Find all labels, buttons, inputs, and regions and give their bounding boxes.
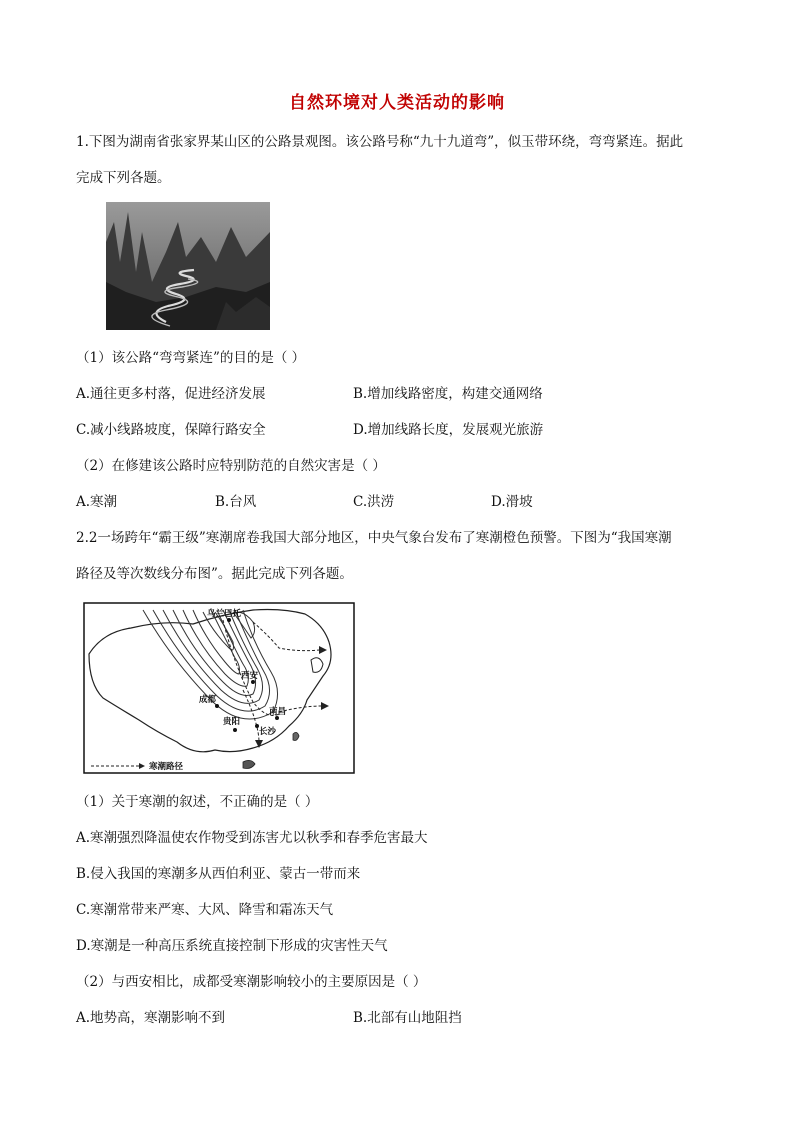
q2-sub2-option-b: B.北部有山地阻挡	[353, 1010, 462, 1026]
map-label-ulaanbaatar: 乌兰巴托	[207, 609, 242, 619]
map-label-chengdu: 成都	[199, 695, 217, 705]
q2-sub2-option-a: A.地势高，寒潮影响不到	[76, 1010, 226, 1026]
q2-stem-line1: 2.2一场跨年“霸王级”寒潮席卷我国大部分地区，中央气象台发布了寒潮橙色预警。下图为“我国寒潮	[76, 530, 672, 546]
q2-sub1-question: （1）关于寒潮的叙述，不正确的是（ ）	[76, 794, 319, 810]
page-title: 自然环境对人类活动的影响	[289, 93, 505, 113]
map-label-xian: 西安	[241, 671, 259, 681]
q1-sub2-option-d: D.滑坡	[491, 494, 533, 510]
cold-wave-map	[83, 602, 355, 774]
q1-stem-line1: 1.下图为湖南省张家界某山区的公路景观图。该公路号称“九十九道弯”，似玉带环绕，弯弯紧连。据此	[76, 134, 684, 150]
q1-sub2-question: （2）在修建该公路时应特别防范的自然灾害是（ ）	[76, 458, 386, 474]
q1-sub2-option-b: B.台风	[215, 494, 257, 510]
q2-sub1-option-d: D.寒潮是一种高压系统直接控制下形成的灾害性天气	[76, 938, 388, 954]
map-legend-label: 寒潮路径	[149, 762, 184, 772]
q2-stem-line2: 路径及等次数线分布图”。据此完成下列各题。	[76, 566, 353, 582]
map-label-nanchang: 南昌	[269, 707, 287, 717]
q1-sub1-option-a: A.通往更多村落，促进经济发展	[76, 386, 266, 402]
q2-sub1-option-c: C.寒潮常带来严寒、大风、降雪和霜冻天气	[76, 902, 334, 918]
q2-sub1-option-a: A.寒潮强烈降温使农作物受到冻害尤以秋季和春季危害最大	[76, 830, 428, 846]
q1-sub1-option-b: B.增加线路密度，构建交通网络	[353, 386, 543, 402]
mountain-road-photo	[106, 202, 270, 330]
q1-sub2-option-a: A.寒潮	[76, 494, 118, 510]
q1-sub1-option-c: C.减小线路坡度，保障行路安全	[76, 422, 266, 438]
q1-sub1-option-d: D.增加线路长度，发展观光旅游	[353, 422, 544, 438]
map-label-guiyang: 贵阳	[223, 717, 241, 727]
q1-stem-line2: 完成下列各题。	[76, 170, 171, 186]
q1-sub2-option-c: C.洪涝	[353, 494, 395, 510]
q1-sub1-question: （1）该公路“弯弯紧连”的目的是（ ）	[76, 350, 306, 366]
q2-sub1-option-b: B.侵入我国的寒潮多从西伯利亚、蒙古一带而来	[76, 866, 361, 882]
map-label-changsha: 长沙	[259, 727, 277, 737]
q2-sub2-question: （2）与西安相比，成都受寒潮影响较小的主要原因是（ ）	[76, 974, 427, 990]
